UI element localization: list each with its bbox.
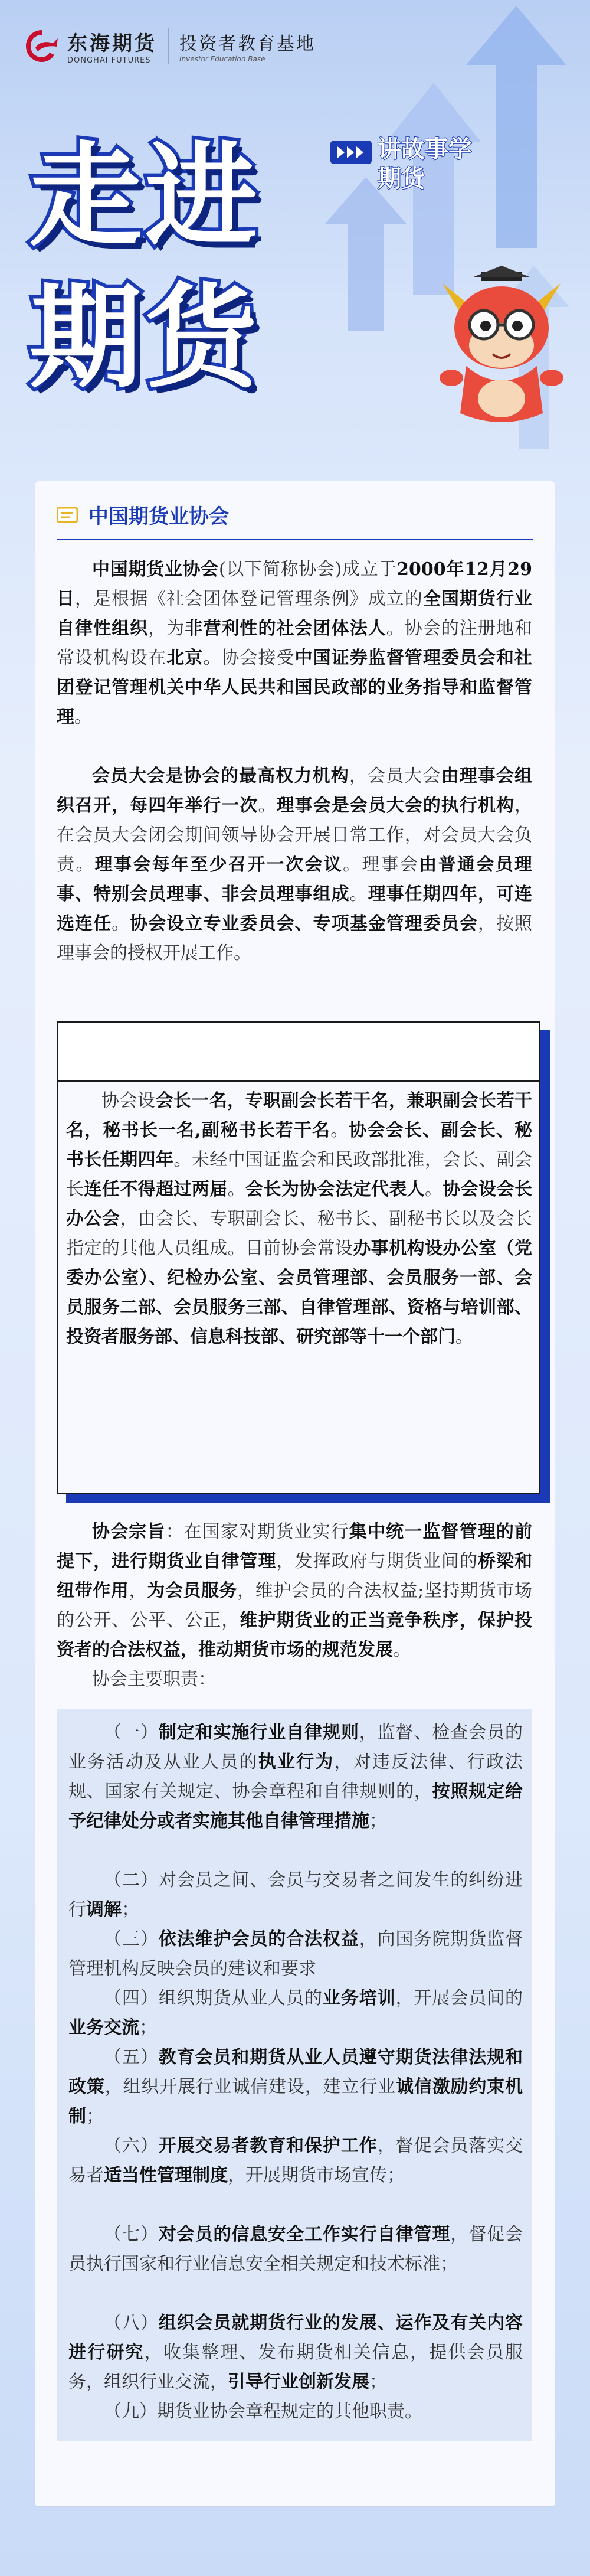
text: （八） bbox=[104, 2313, 159, 2333]
text: ，开展会员间的 bbox=[395, 1988, 523, 2009]
bold-text: 引导行业创新发展 bbox=[228, 2372, 369, 2392]
education-base-title: 投资者教育基地 bbox=[179, 34, 316, 54]
donghai-logo-icon bbox=[24, 28, 60, 64]
text: ，收集整理、发布期货相关信息，提供会员服务，组织行业交流， bbox=[68, 2342, 523, 2392]
text: ； bbox=[369, 1811, 387, 1831]
text: ，会员大会 bbox=[349, 766, 441, 786]
bold-text: 办事机构设办公室（党委办公室）、纪检办公室、会员管理部、会员服务一部、会员服务二部、会员服务三部、自律管理部、资格与培训部、投资者服务部、信息科技部、研究部等十一个部门 bbox=[66, 1238, 533, 1347]
text: ， bbox=[129, 1581, 148, 1601]
bold-text: 会员大会是协会的最高权力机构 bbox=[92, 766, 349, 786]
text: （三） bbox=[104, 1929, 159, 1950]
tagline: 讲故事学期货 bbox=[378, 136, 472, 192]
paragraph-purpose bbox=[57, 1517, 532, 1665]
bold-text: 诚信激励约束机制 bbox=[68, 2077, 523, 2127]
text: （九）期货业协会章程规定的其他职责。 bbox=[104, 2401, 422, 2422]
bold-text: 依法维护会员的合法权益 bbox=[158, 1929, 359, 1950]
duty-item bbox=[68, 1866, 523, 1925]
text: ，开展期货市场宣传； bbox=[228, 2165, 405, 2186]
text: ，发挥政府与期货业间的 bbox=[276, 1551, 478, 1572]
paragraph-leadership bbox=[66, 1086, 532, 1352]
play-chevrons-icon bbox=[330, 141, 372, 164]
text: 。协会接受 bbox=[203, 648, 295, 668]
bold-text: 维护期货业的正当竞争秩序，保护投资者的合法权益，推动期货市场的规范发展 bbox=[57, 1610, 533, 1660]
bold-text: 中国证券监督管理委员会和社团登记管理机关中华人民共和国民政部的业务指导和监督管理 bbox=[57, 648, 533, 727]
header bbox=[0, 0, 590, 472]
bold-text: 理事会每年至少召开一次会议 bbox=[94, 854, 343, 875]
bold-text: 按照规定给予纪律处分或者实施其他自律管理措施 bbox=[68, 1781, 523, 1831]
text: ，维护会员的合法权益;坚持期货市场的公开、公平、公正， bbox=[57, 1581, 533, 1631]
section-divider bbox=[57, 539, 533, 540]
text: ，督促会员落实交易者 bbox=[68, 2136, 523, 2186]
logo-chinese: 东海期货 bbox=[67, 32, 157, 55]
bold-text: 中国期货业协会 bbox=[92, 559, 219, 580]
text: ，为 bbox=[148, 618, 185, 639]
text: 。协会的注册地和常设机构设在 bbox=[57, 618, 533, 668]
logo-divider bbox=[168, 28, 169, 64]
text: 。 bbox=[74, 707, 92, 727]
text: （一） bbox=[104, 1722, 159, 1743]
bold-text: 制定和实施行业自律规则 bbox=[158, 1722, 359, 1743]
bold-text: 集中统一监督管理的前提下，进行期货业自律管理 bbox=[57, 1522, 533, 1572]
duty-item bbox=[68, 2131, 523, 2190]
duty-item bbox=[68, 1718, 523, 1836]
content-card bbox=[35, 481, 555, 2506]
paragraph-duties-intro bbox=[57, 1665, 532, 1695]
text: (以下简称协会)成立于 bbox=[218, 559, 397, 580]
bold-text: 执业行为 bbox=[258, 1752, 335, 1772]
text: ； bbox=[369, 2372, 387, 2392]
text: 。未经中国证监会和民政部批准，会长、副会长 bbox=[66, 1150, 533, 1200]
paragraph-governance bbox=[57, 762, 532, 968]
text: 。 bbox=[393, 1640, 411, 1660]
bold-text: 调解 bbox=[86, 1899, 122, 1920]
text: 。 bbox=[112, 913, 130, 934]
paragraph-intro bbox=[57, 555, 532, 732]
text: ，由会长、专职副会长、秘书长、副秘书长以及会长指定的其他人员组成。目前协会常设 bbox=[66, 1209, 533, 1259]
bold-text: 由理事会组织召开，每四年举行一次 bbox=[57, 766, 533, 816]
bold-text: 协会设立专业委员会、专项基金管理委员会 bbox=[130, 913, 478, 934]
text: 。 bbox=[258, 795, 277, 816]
text: ，是根据《社会团体登记管理条例》成立的 bbox=[75, 589, 423, 609]
text: 。理事会 bbox=[343, 854, 419, 875]
bold-text: 为会员服务 bbox=[147, 1581, 238, 1601]
section-header bbox=[57, 500, 533, 529]
bold-text: 协会宗旨 bbox=[92, 1522, 166, 1542]
bold-text: 会长为协会法定代表人 bbox=[245, 1179, 425, 1200]
logo-english: DONGHAI FUTURES bbox=[67, 56, 151, 65]
bold-text: 连任不得超过两届 bbox=[84, 1179, 228, 1200]
bold-text: 教育会员和期货从业人员遵守期货法律法规和政策 bbox=[68, 2047, 523, 2097]
bold-text: 开展交易者教育和保护工作 bbox=[158, 2136, 378, 2156]
text: ，向国务院期货监督管理机构反映会员的建议和要求 bbox=[68, 1929, 523, 1979]
bold-text: 北京 bbox=[166, 648, 204, 668]
text: ，组织开展行业诚信建设，建立行业 bbox=[104, 2077, 396, 2097]
text: （二）对会员之间、会员与交易者之间发生的纠纷进行 bbox=[68, 1870, 523, 1920]
text: 。 bbox=[330, 1120, 349, 1141]
bold-text: 业务培训 bbox=[322, 1988, 396, 2009]
section-title: 中国期货业协会 bbox=[88, 505, 229, 528]
duty-item bbox=[68, 2397, 523, 2427]
bold-text: 业务交流 bbox=[68, 2017, 139, 2038]
education-base-english: Investor Education Base bbox=[179, 55, 266, 63]
document-icon bbox=[57, 506, 80, 524]
text: ：在国家对期货业实行 bbox=[165, 1522, 349, 1542]
bold-text: 协会会长、副会长、秘书长任期四年 bbox=[66, 1120, 533, 1170]
duty-item bbox=[68, 2043, 523, 2131]
text: （六） bbox=[104, 2136, 159, 2156]
text: 协会主要职责： bbox=[92, 1669, 216, 1690]
text: ，督促会员执行国家和行业信息安全相关规定和技术标准； bbox=[68, 2224, 523, 2274]
box-header-strip bbox=[57, 1021, 540, 1080]
text: ，监督、检查会员的业务活动及从业人员的 bbox=[68, 1722, 523, 1772]
dragon-mascot-icon bbox=[425, 260, 578, 437]
duty-item bbox=[68, 2309, 523, 2397]
main-title-line-1: 走进 bbox=[30, 131, 261, 262]
text: （五） bbox=[104, 2047, 159, 2068]
bold-text: 理事任期四年，可连选连任 bbox=[57, 884, 533, 934]
bold-text: 理事会是会员大会的执行机构 bbox=[276, 795, 515, 816]
bold-text: 会长一名，专职副会长若干名，兼职副会长若干名，秘书长一名,副秘书长若干名 bbox=[66, 1091, 533, 1141]
text: 。 bbox=[455, 1327, 473, 1347]
text: ； bbox=[139, 2017, 157, 2038]
bold-text: 非营利性的社会团体法人 bbox=[185, 618, 386, 639]
bold-text: 由普通会员理事、特别会员理事、非会员理事组成 bbox=[57, 854, 533, 905]
bold-text: 协会设会长办公会 bbox=[66, 1179, 533, 1229]
bold-text: 全国期货行业自律性组织 bbox=[57, 589, 533, 639]
text: 。 bbox=[227, 1179, 246, 1200]
text: ，对违反法律、行政法规、国家有关规定、协会章程和自律规则的， bbox=[68, 1752, 523, 1802]
bold-text: 对会员的信息安全工作实行自律管理 bbox=[158, 2224, 451, 2245]
bold-text: 组织会员就期货行业的发展、运作及有关内容进行研究 bbox=[68, 2313, 523, 2363]
text: 。 bbox=[425, 1179, 443, 1200]
brand-logo bbox=[24, 27, 316, 65]
bold-text: 适当性管理制度 bbox=[104, 2165, 228, 2186]
duty-item bbox=[68, 2220, 523, 2279]
text: （四）组织期货从业人员的 bbox=[104, 1988, 323, 2009]
text: 协会设 bbox=[101, 1091, 156, 1111]
text: ； bbox=[122, 1899, 139, 1920]
text: （七） bbox=[104, 2224, 159, 2245]
main-title-line-2: 期货 bbox=[30, 273, 261, 403]
duty-item bbox=[68, 1925, 523, 1984]
text: ，按照理事会的授权开展工作。 bbox=[57, 913, 533, 964]
text: ，在会员大会闭会期间领导协会开展日常工作，对会员大会负责。 bbox=[57, 795, 533, 875]
text: ； bbox=[86, 2106, 104, 2127]
duty-item bbox=[68, 1984, 523, 2043]
text: 。 bbox=[349, 884, 368, 905]
bold-text: 桥梁和纽带作用 bbox=[57, 1551, 533, 1601]
bold-text: 2000年12月29日 bbox=[57, 559, 532, 609]
